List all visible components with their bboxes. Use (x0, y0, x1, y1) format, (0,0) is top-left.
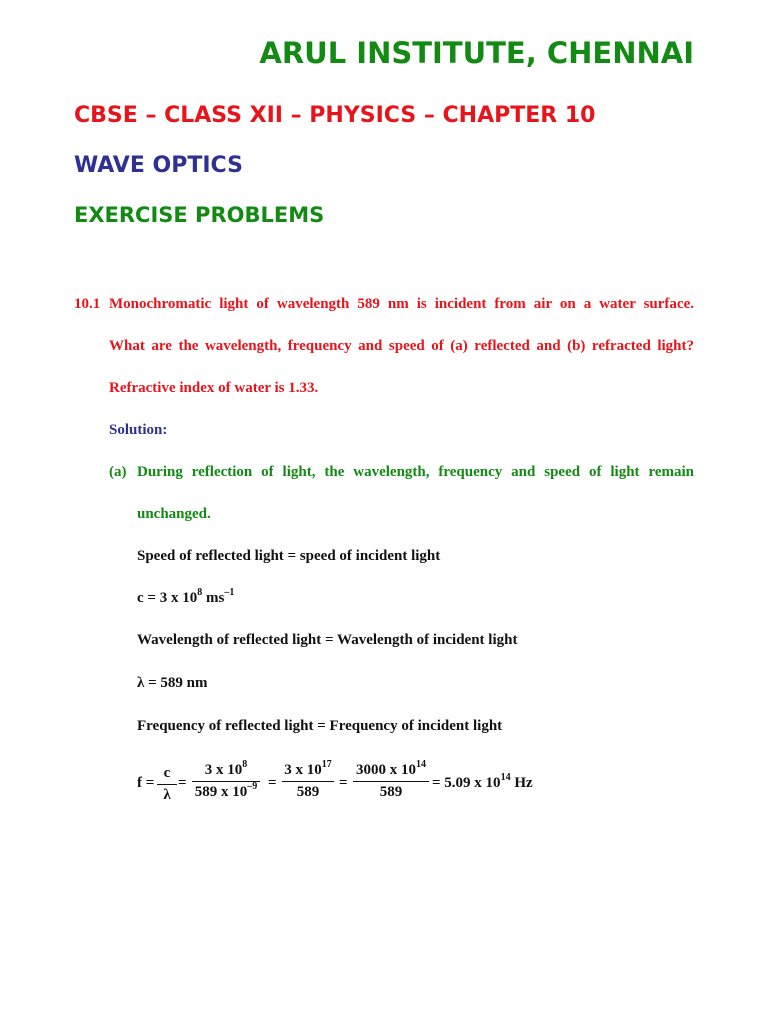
result-base: = 5.09 x 10 (432, 775, 501, 791)
fraction-bar (353, 781, 429, 782)
chapter-heading: WAVE OPTICS (74, 153, 243, 178)
denominator-exponent: –9 (247, 781, 258, 792)
equals-sign: = (178, 775, 187, 791)
speed-unit-exponent: –1 (224, 587, 235, 598)
fraction-numerator (353, 759, 429, 779)
numerator-exponent: 14 (416, 759, 426, 770)
numerator-exponent: 17 (321, 759, 332, 770)
result-exponent: 14 (500, 772, 511, 783)
institute-title: ARUL INSTITUTE, CHENNAI (259, 36, 694, 70)
fraction-3000e14-over-589 (353, 759, 429, 801)
speed-statement: Speed of reflected light = speed of incident light (137, 548, 441, 564)
denominator-base: 589 x 10 (194, 784, 248, 800)
frequency-statement: Frequency of reflected light = Frequency of incident light (137, 718, 503, 734)
section-heading: EXERCISE PROBLEMS (74, 203, 325, 227)
fraction-numerator (192, 759, 260, 779)
course-heading: CBSE – CLASS XII – PHYSICS – CHAPTER 10 (74, 103, 596, 128)
speed-value-exponent: 8 (197, 587, 203, 598)
equals-sign: = (268, 775, 277, 791)
part-a-label: (a) (109, 464, 127, 480)
numerator-base: 3 x 10 (204, 762, 243, 778)
fraction-denominator (192, 781, 260, 801)
fraction-denominator: 589 (296, 784, 320, 800)
speed-unit: ms (202, 590, 225, 606)
numerator-base: 3000 x 10 (356, 762, 416, 778)
fraction-c-over-lambda (157, 765, 177, 804)
numerator-base: 3 x 10 (284, 762, 322, 778)
problem-text-line-1: Monochromatic light of wavelength 589 nm is incident from air on a water surface. (109, 296, 694, 312)
fraction-denominator: λ (163, 787, 171, 803)
result-unit: Hz (510, 775, 533, 791)
equals-sign: = (339, 775, 348, 791)
frequency-result (432, 772, 533, 792)
fraction-denominator: 589 (379, 784, 403, 800)
numerator-exponent: 8 (242, 759, 248, 770)
problem-text-line-3: Refractive index of water is 1.33. (109, 380, 319, 396)
speed-value (137, 587, 235, 607)
speed-value-base: c = 3 x 10 (137, 590, 198, 606)
solution-label: Solution: (109, 422, 168, 438)
wavelength-statement: Wavelength of reflected light = Wavelength of incident light (137, 632, 518, 648)
fraction-numerator: c (163, 765, 171, 781)
fraction-bar (282, 781, 334, 782)
fraction-numerator (282, 759, 334, 779)
problem-number: 10.1 (74, 296, 101, 312)
part-a-text-line-1: During reflection of light, the wavelength, frequency and speed of light remain (137, 464, 694, 480)
fraction-3e8-over-589e-9 (192, 759, 260, 801)
fraction-3e17-over-589 (282, 759, 334, 801)
wavelength-value: λ = 589 nm (137, 675, 208, 691)
part-a-text-line-2: unchanged. (137, 506, 211, 522)
problem-text-line-2: What are the wavelength, frequency and speed of (a) reflected and (b) refracted light? (109, 338, 694, 354)
equation-f-equals: f = (137, 775, 155, 791)
fraction-bar (157, 784, 177, 785)
